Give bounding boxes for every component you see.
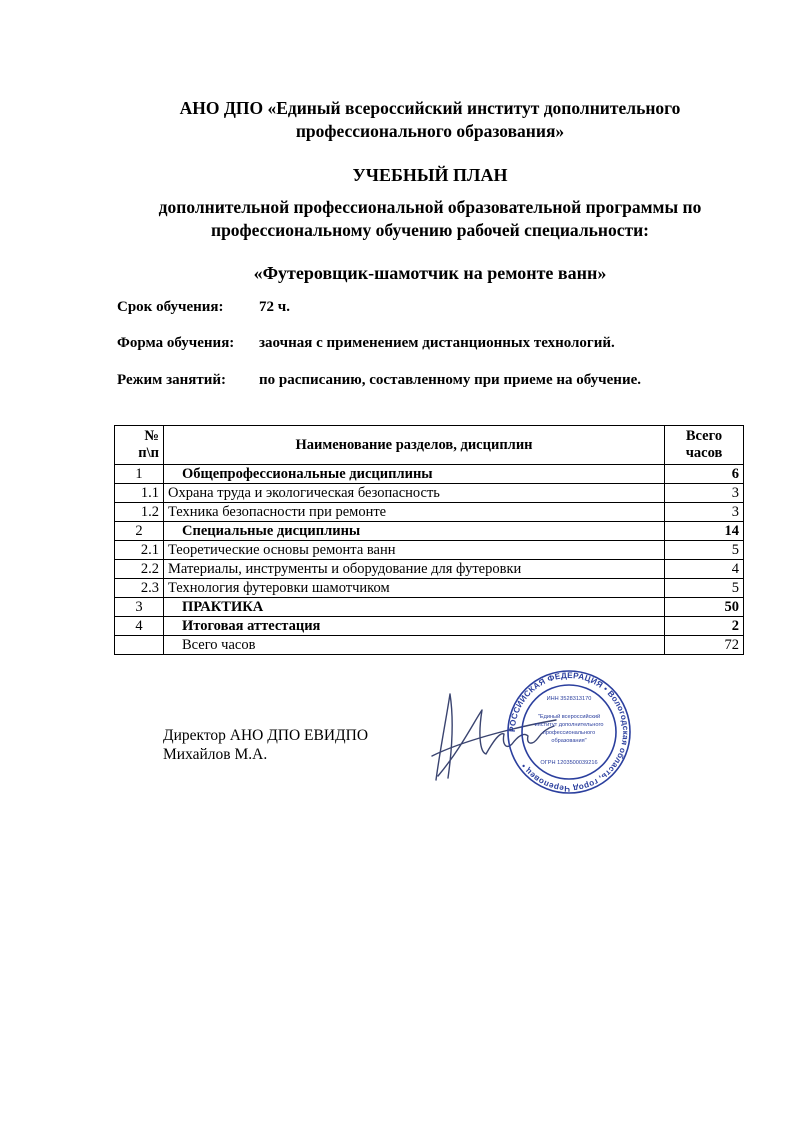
row-name: Охрана труда и экологическая безопасность xyxy=(164,484,665,503)
table-row xyxy=(115,560,744,579)
table-row xyxy=(115,579,744,598)
mode-label: Режим занятий: xyxy=(117,372,227,388)
table-header-row xyxy=(115,426,744,465)
table-row xyxy=(115,484,744,503)
header-number xyxy=(115,426,164,465)
header-number-line-1: № xyxy=(144,428,159,444)
row-name: Теоретические основы ремонта ванн xyxy=(164,541,665,560)
program-line-1: дополнительной профессиональной образовательной программы по xyxy=(158,197,702,217)
director-signoff xyxy=(163,726,368,764)
row-name: Технология футеровки шамотчиком xyxy=(164,579,665,598)
program-line-2: профессиональному обучению рабочей специальности: xyxy=(210,220,650,240)
stamp-org-line-4: образования" xyxy=(551,738,587,744)
row-name: Общепрофессиональные дисциплины xyxy=(164,465,665,484)
row-name: Итоговая аттестация xyxy=(164,617,665,636)
table-row xyxy=(115,503,744,522)
program-description xyxy=(60,196,800,242)
row-name: Всего часов xyxy=(164,636,665,655)
row-name: Материалы, инструменты и оборудование для футеровки xyxy=(164,560,665,579)
row-number: 2.2 xyxy=(115,560,164,579)
row-number: 3 xyxy=(115,598,164,617)
row-number: 2.3 xyxy=(115,579,164,598)
stamp-org-line-3: профессионального xyxy=(542,730,596,736)
row-hours: 3 xyxy=(665,484,744,503)
row-number: 4 xyxy=(115,617,164,636)
table-section-row xyxy=(115,465,744,484)
header-name: Наименование разделов, дисциплин xyxy=(164,426,665,465)
curriculum-table xyxy=(114,425,744,655)
row-name: Техника безопасности при ремонте xyxy=(164,503,665,522)
row-hours: 4 xyxy=(665,560,744,579)
organization-title xyxy=(60,97,800,143)
org-line-1: АНО ДПО «Единый всероссийский институт дополнительного xyxy=(179,98,681,118)
duration-label: Срок обучения: xyxy=(117,299,224,315)
header-hours-line-2: часов xyxy=(685,445,723,461)
form-label: Форма обучения: xyxy=(117,335,235,351)
stamp-inn: ИНН 3528313170 xyxy=(546,696,592,702)
row-hours: 5 xyxy=(665,579,744,598)
plan-title: УЧЕБНЫЙ ПЛАН xyxy=(352,165,508,185)
row-number: 2 xyxy=(115,522,164,541)
row-hours: 2 xyxy=(665,617,744,636)
form-value: заочная с применением дистанционных технологий. xyxy=(259,335,615,351)
row-hours: 3 xyxy=(665,503,744,522)
row-number: 1.2 xyxy=(115,503,164,522)
official-stamp xyxy=(505,668,633,796)
stamp-ogrn: ОГРН 1203500039216 xyxy=(540,760,598,766)
row-hours: 14 xyxy=(665,522,744,541)
row-hours: 5 xyxy=(665,541,744,560)
row-hours: 50 xyxy=(665,598,744,617)
row-hours: 72 xyxy=(665,636,744,655)
row-number xyxy=(115,636,164,655)
header-hours-line-1: Всего xyxy=(685,428,723,444)
header-number-line-2: п\п xyxy=(138,445,159,461)
table-section-row xyxy=(115,522,744,541)
row-name: ПРАКТИКА xyxy=(164,598,665,617)
row-number: 1.1 xyxy=(115,484,164,503)
header-hours xyxy=(665,426,744,465)
table-row xyxy=(115,541,744,560)
row-number: 2.1 xyxy=(115,541,164,560)
stamp-outer-text: РОССИЙСКАЯ ФЕДЕРАЦИЯ • Вологодская область, город Череповец • xyxy=(507,670,631,794)
stamp-org-line-2: институт дополнительного xyxy=(534,722,604,728)
table-section-row xyxy=(115,598,744,617)
stamp-org-line-1: "Единый всероссийский xyxy=(537,714,601,720)
table-body xyxy=(115,465,744,655)
org-line-2: профессионального образования» xyxy=(295,121,565,141)
table-section-row xyxy=(115,617,744,636)
row-name: Специальные дисциплины xyxy=(164,522,665,541)
director-name: Михайлов М.А. xyxy=(163,746,268,763)
row-hours: 6 xyxy=(665,465,744,484)
director-title: Директор АНО ДПО ЕВИДПО xyxy=(163,727,369,744)
table-total-row xyxy=(115,636,744,655)
row-number: 1 xyxy=(115,465,164,484)
duration-value: 72 ч. xyxy=(259,299,290,315)
program-name: «Футеровщик-шамотчик на ремонте ванн» xyxy=(253,263,607,283)
mode-value: по расписанию, составленному при приеме на обучение. xyxy=(259,372,641,388)
